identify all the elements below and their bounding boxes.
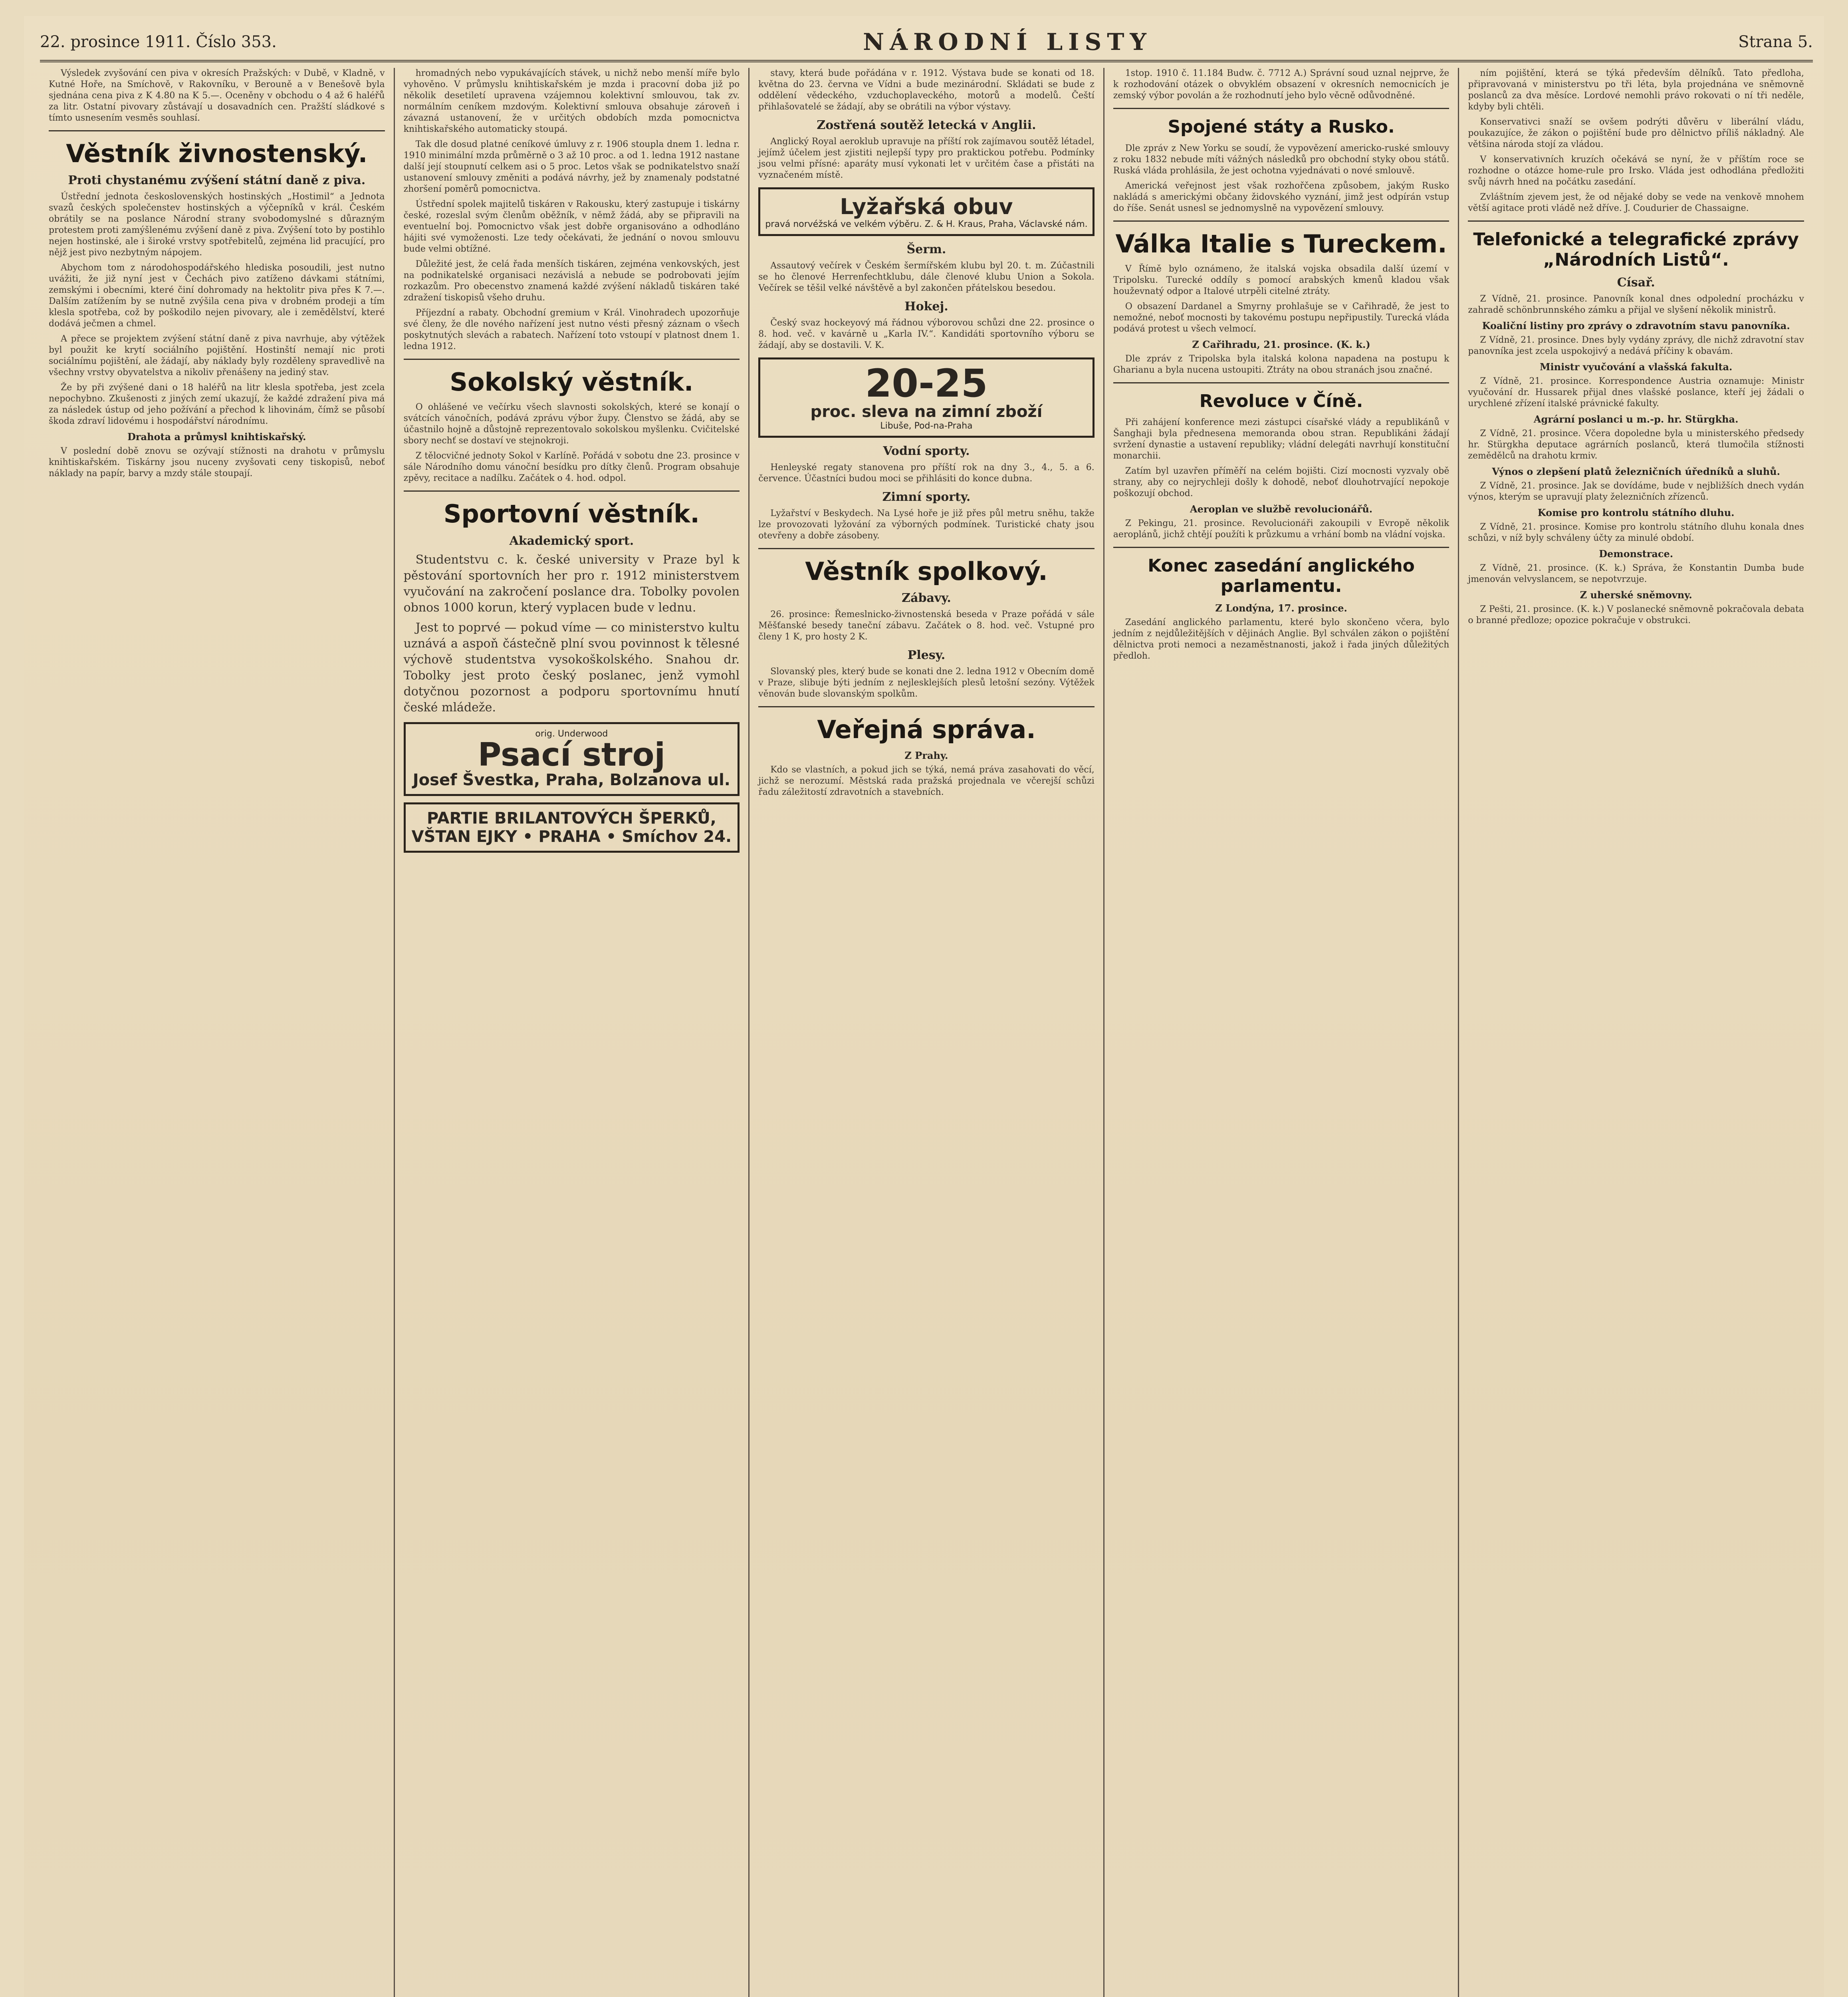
article-title: Drahota a průmysl knihtiskařský. (127, 431, 306, 443)
article-text: Český svaz hockeyový má řádnou výborovou schůzi dne 22. prosince o 8. hod. več. v kavárně u „Karla IV.“. Kandidáti sportovního výboru se žádají, aby se dostavili. V. K. (758, 318, 1095, 350)
advert-ski-boots (758, 187, 1095, 236)
article-title: Zostřená soutěž letecká v Anglii. (817, 118, 1036, 132)
article-text: Zasedání anglického parlamentu, které bylo skončeno včera, bylo jedním z nejdůležitějších v dějinách Anglie. Byl schválen zákon o pojištění dělnictva proti nemoci a nezaměstnanosti, jakož i řada jiných důležitých předloh. (1113, 617, 1449, 661)
article-text: Z Vídně, 21. prosince. Včera dopoledne byla u ministerského předsedy hr. Stürgkha deputace agrárních poslanců, která tlumočila stížnosti zemědělců na drahotu krmiv. (1468, 429, 1804, 461)
article-text: Z tělocvičné jednoty Sokol v Karlíně. Pořádá v sobotu dne 23. prosince v sále Národního domu vánoční besídku pro dítky členů. Program obsahuje zpěvy, recitace a nadílku. Začátek o 4. hod. odpol. (403, 451, 740, 484)
article-text: Slovanský ples, který bude se konati dne 2. ledna 1912 v Obecním domě v Praze, slibuje býti jedním z nejlesklejších plesů letošní sezóny. Výtěžek věnován bude slovanským spolkům. (758, 667, 1095, 699)
article-text: Výsledek zvyšování cen piva v okresích Pražských: v Dubě, v Kladně, v Kutné Hoře, na Smíchově, v Rakovníku, v Berouně a v Benešově byla sjednána cena piva z K 4.80 na K 5.—. Oceněny v obchodu o 4 až 6 haléřů za litr. Ostatní pivovary zůstávají u dosavadních cen. Pražští sládkové s tímto usnesením vesměs souhlasí. (49, 68, 385, 123)
article-text: V poslední době znovu se ozývají stížnosti na drahotu v průmyslu knihtiskařském. Tiskárny jsou nuceny zvyšovati ceny tiskopisů, neboť náklady na papír, barvy a mzdy stále stoupají. (49, 446, 385, 479)
article-title: Zimní sporty. (882, 490, 971, 504)
article-text: ním pojištění, která se týká především dělníků. Tato předloha, připravovaná v ministerstvu po tři léta, byla projednána ve sněmovně poslanců za dva měsíce. Lordové nemohli právo rokovati o ní tři neděle, kdyby byli chtěli. (1468, 68, 1804, 112)
section-heading: Věstník živnostenský. (66, 139, 368, 168)
article-text: O ohlášené ve večírku všech slavnosti sokolských, které se konají o svátcích vánočních, podává zprávu výbor župy. Členstvo se žádá, aby se účastnilo hojně a důstojně reprezentovalo sokolskou myšlenku. Cvičitelské sbory nechť se dostaví ve stejnokroji. (403, 402, 740, 446)
article-text: Zatím byl uzavřen příměří na celém bojišti. Cizí mocnosti vyzvaly obě strany, aby co nejrychleji došly k dohodě, neboť dlouhotrvající nepokoje poškozují obchod. (1113, 466, 1449, 499)
advert-jewelry (404, 802, 740, 853)
article-title: Aeroplan ve službě revolucionářů. (1190, 503, 1373, 515)
paper-title: NÁRODNÍ LISTY (863, 28, 1152, 56)
article-title: Koaliční listiny pro zprávy o zdravotním stavu panovníka. (1482, 320, 1790, 332)
article-title: Císař. (1617, 276, 1655, 290)
article-text: Studentstvu c. k. české university v Praze byl k pěstování sportovních her pro r. 1912 ministerstvem vyučování na zakročení poslance dra. Tobolky povolen obnos 1000 korun, který vyplacen bude v lednu. (403, 552, 740, 615)
article-text: Dle zpráv z New Yorku se soudí, že vypovězení americko-ruské smlouvy z roku 1832 nebude míti vážných následků pro obchodní styky obou států. Ruská vláda prohlásila, že jest ochotna vyjednávati o nové smlouvě. (1113, 143, 1449, 176)
article-text: Z Pešti, 21. prosince. (K. k.) V poslanecké sněmovně pokračovala debata o branné předloze; opozice pokračuje v obstrukci. (1468, 604, 1804, 626)
divider (1113, 382, 1449, 383)
article-title: Hokej. (904, 300, 948, 314)
advert-text: proc. sleva na zimní zboží (810, 403, 1043, 421)
section-heading: Sportovní věstník. (443, 499, 700, 529)
article-text: Zvláštním zjevem jest, že od nějaké doby se vede na venkově mnohem větší agitace proti vládě než dříve. J. Coudurier de Chassaigne. (1468, 192, 1804, 213)
article-text: Ústřední spolek majitelů tiskáren v Rakousku, který zastupuje i tiskárny české, rozeslal svým členům oběžník, v němž žádá, aby se připravili na eventuelní boj. Pomocnictvo však jest dobře organisováno a odhodláno hájiti své vymoženosti. Lze tedy očekávati, že jednání o novou smlouvu bude velmi obtížné. (403, 199, 740, 254)
page-number: Strana 5. (1738, 33, 1813, 51)
article-text: Že by při zvýšené dani o 18 haléřů na litr klesla spotřeba, jest zcela nepochybno. Zkušenosti z jiných zemí ukazují, že každé zdražení piva má za následek ústup od jeho požívání a přechod k lihovinám, čímž se působí škoda zdraví lidovému i hospodářství národnímu. (49, 383, 385, 427)
section-heading: Veřejná správa. (817, 715, 1036, 744)
article-text: Henleyské regaty stanovena pro příští rok na dny 3., 4., 5. a 6. července. Účastníci budou moci se přihlásiti do konce dubna. (758, 463, 1095, 484)
article-text: Dle zpráv z Tripolska byla italská kolona napadena na postupu k Gharianu a byla nucena ustoupiti. Ztráty na obou stranách jsou značné. (1113, 353, 1449, 375)
advert-text: Libuše, Pod-na-Praha (880, 421, 973, 431)
article-title: Ministr vyučování a vlašská fakulta. (1539, 361, 1733, 373)
article-text: Lyžařství v Beskydech. Na Lysé hoře je již přes půl metru sněhu, takže lze provozovati lyžování za výborných podmínek. Turistické chaty jsou otevřeny a dobře zásobeny. (758, 508, 1095, 541)
article-text: Jest to poprvé — pokud víme — co ministerstvo kultu uznává a aspoň částečně plní svou povinnost k tělesné výchově studentstva vysokoškolského. Snahou dr. Tobolky jest proto český poslanec, jenž vymohl dotyčnou pozornost a podporu sportovnímu hnutí české mládeže. (403, 620, 740, 715)
advert-title: Lyžařská obuv (840, 194, 1013, 219)
article-title: Výnos o zlepšení platů železničních úředníků a sluhů. (1492, 466, 1780, 478)
article-text: Tak dle dosud platné ceníkové úmluvy z r. 1906 stoupla dnem 1. ledna r. 1910 minimální mzda průměrně o 3 až 10 proc. a od 1. ledna 1912 nastane další její stoupnutí celkem asi o 5 proc. Letos však se podnikatelstvo snaží ustanovení smlouvy změniti a podává návrhy, jež by znamenaly podstatné zhoršení poměrů pomocnictva. (403, 139, 740, 194)
article-text: Z Vídně, 21. prosince. Dnes byly vydány zprávy, dle nichž zdravotní stav panovníka jest zcela uspokojivý a nedává příčiny k obavám. (1468, 335, 1804, 357)
divider (1468, 220, 1804, 222)
divider (758, 548, 1095, 549)
advert-typewriter (404, 722, 740, 796)
section-heading: Konec zasedání anglického parlamentu. (1148, 556, 1415, 597)
newspaper-page (24, 16, 1824, 1997)
article-text: 1stop. 1910 č. 11.184 Budw. č. 7712 A.) Správní soud uznal nejprve, že k rozhodování otázek o obvyklém obsazení v okresních nemocnicích je zemský výbor povolán a že rozhodnutí jeho bylo věcně odůvodněné. (1113, 68, 1449, 101)
masthead (40, 24, 1813, 62)
advert-brand: orig. Underwood (535, 729, 608, 739)
article-title: Plesy. (907, 648, 946, 663)
article-text: 26. prosince: Řemeslnicko-živnostenská beseda v Praze pořádá v sále Měšťanské besedy taneční zábavu. Začátek o 8. hod. več. Vstupné pro členy 1 K, pro hosty 2 K. (758, 609, 1095, 642)
divider (49, 130, 385, 131)
article-text: Z Pekingu, 21. prosince. Revolucionáři zakoupili v Evropě několik aeroplánů, jichž chtějí použíti k průzkumu a vrhání bomb na vládní vojska. (1113, 518, 1449, 540)
article-text: Kdo se vlastních, a pokud jich se týká, nemá práva zasahovati do věcí, jichž se nerozumí. Městská rada pražská projednala ve včerejší schůzi řadu záležitostí zdravotních a stavebních. (758, 764, 1095, 797)
divider (1113, 108, 1449, 109)
article-text: Z Vídně, 21. prosince. Korrespondence Austria oznamuje: Ministr vyučování dr. Hussarek přijal dnes vlašské poslance, kteří jej žádali o urychlené zřízení italské právnické fakulty. (1468, 376, 1804, 409)
divider (404, 490, 740, 492)
article-text: Důležité jest, že celá řada menších tiskáren, zejména venkovských, jest na podnikatelské organisaci nezávislá a nebude se podrobovati jejím rozkazům. Pro obecenstvo znamená každé zvýšení nákladů tiskáren také zdražení tiskopisů všeho druhu. (403, 259, 740, 303)
column-4 (1104, 68, 1459, 1997)
article-text: Z Vídně, 21. prosince. Komise pro kontrolu státního dluhu konala dnes schůzi, v níž byly schváleny účty za minulé období. (1468, 522, 1804, 544)
advert-seller: Josef Švestka, Praha, Bolzanova ul. (412, 770, 730, 789)
column-1 (40, 68, 395, 1997)
article-title: Z Cařihradu, 21. prosince. (K. k.) (1192, 338, 1370, 350)
divider (1113, 220, 1449, 222)
article-text: Příjezdní a rabaty. Obchodní gremium v Král. Vinohradech upozorňuje své členy, že dle nového nařízení jest nutno vésti přesný záznam o všech poskytnutých slevách a rabatech. Nařízení toto vstoupí v platnost dnem 1. ledna 1912. (403, 308, 740, 351)
section-heading: Věstník spolkový. (805, 557, 1048, 586)
article-text: Anglický Royal aeroklub upravuje na příští rok zajímavou soutěž létadel, jejímž účelem jest zjistiti nejlepší typy pro praktickou potřebu. Podmínky jsou velmi přísné: aparáty musí vykonati let v určitém čase a přistáti na vyznačeném místě. (758, 137, 1095, 180)
column-3 (750, 68, 1104, 1997)
article-text: O obsazení Dardanel a Smyrny prohlašuje se v Cařihradě, že jest to nemožné, neboť mocnosti by takovému postupu nepřipustily. Turecká vláda podává protest u všech velmocí. (1113, 301, 1449, 334)
section-heading: Sokolský věstník. (450, 367, 694, 397)
article-text: V Římě bylo oznámeno, že italská vojska obsadila další území v Tripolsku. Turecké oddíly s pomocí arabských kmenů kladou však houževnatý odpor a Italové utrpěli citelné ztráty. (1113, 264, 1449, 296)
article-title: Agrární poslanci u m.-p. hr. Stürgkha. (1533, 413, 1739, 425)
section-heading: Spojené státy a Rusko. (1168, 117, 1395, 137)
article-text: hromadných nebo vypukávajících stávek, u nichž nebo menší míře bylo vyhověno. V průmyslu knihtiskařském je mzda i pracovní doba již po několik desetiletí upravena vzájemnou kolektivní smlouvou, tak zv. normálním ceníkem mzdovým. Kolektivní smlouva obsahuje zároveň i závazná ustanovení, že v určitých obdobích mzda pomocnictva knihtiskařského automaticky stoupá. (403, 68, 740, 134)
advert-title: Psací stroj (478, 736, 665, 773)
article-title: Z uherské sněmovny. (1580, 589, 1692, 601)
article-text: Konservativci snaží se ovšem podrýti důvěru v liberální vládu, poukazujíce, že zákon o pojištění bude pro dělnictvo příliš nákladný. Ale většina národa stojí za vládou. (1468, 117, 1804, 149)
advert-discount (758, 357, 1095, 438)
article-text: A přece se projektem zvýšení státní daně z piva navrhuje, aby výtěžek byl použit ke krytí sociálního pojištění. Hostinští nemají nic proti sociálnímu pojištění, ale žádají, aby náklady byly rozděleny spravedlivě na všechny vrstvy obyvatelstva a nikoliv přenášeny na jediný stav. (49, 334, 385, 378)
advert-text: PARTIE BRILANTOVÝCH ŠPERKŮ, VŠTAN EJKY • PRAHA • Smíchov 24. (411, 809, 732, 846)
article-text: Ústřední jednota československých hostinských „Hostimil“ a Jednota svazů českých společenstev hostinských a výčepníků v král. Českém obrátily se na poslance Národní strany svobodomyslné s důrazným protestem proti zamýšlenému zvýšení daně z piva. Zvýšení toto by postihlo nejen hostinské, ale i široké vrstvy spotřebitelů, zejména lid pracující, pro nějž jest pivo nezbytným nápojem. (49, 192, 385, 258)
article-text: Z Vídně, 21. prosince. (K. k.) Správa, že Konstantin Dumba bude jmenován velvyslancem, se nepotvrzuje. (1468, 563, 1804, 585)
article-title: Z Prahy. (904, 749, 948, 761)
divider (758, 706, 1095, 707)
article-text: Americká veřejnost jest však rozhořčena způsobem, jakým Rusko nakládá s americkými občany židovského vyznání, jimž jest odpírán vstup do říše. Senát usnesl se jednomyslně na vypovězení smlouvy. (1113, 181, 1449, 213)
article-text: Assautový večírek v Českém šermířském klubu byl 20. t. m. Zúčastnili se ho členové Herrenfechtklubu, dále členové klubu Union a Sokola. Večírek se těšil velké návštěvě a byl zakončen přátelskou besedou. (758, 261, 1095, 293)
article-title: Proti chystanému zvýšení státní daně z piva. (68, 173, 366, 188)
section-heading: Revoluce v Číně. (1199, 391, 1363, 411)
article-title: Šerm. (906, 242, 946, 256)
column-2 (395, 68, 750, 1997)
divider (1113, 547, 1449, 548)
advert-text: pravá norvéžská ve velkém výběru. Z. & H. Kraus, Praha, Václavské nám. (765, 219, 1088, 229)
article-title: Zábavy. (902, 591, 951, 605)
section-heading: Telefonické a telegrafické zprávy „Národních Listů“. (1473, 229, 1799, 270)
article-title: Komise pro kontrolu státního dluhu. (1537, 507, 1735, 519)
article-text: Abychom tom z národohospodářského hlediska posoudili, jest nutno uvážiti, že již nyní jest v Čechách pivo zatíženo dávkami státními, zemskými i obecními, které činí dohromady na hektolitr piva přes K 7.—. Dalším zatížením by se nutně zvýšila cena piva v drobném prodeji a tím klesla spotřeba, což by poškodilo nejen pivovary, ale i zemědělství, které dodává ječmen a chmel. (49, 263, 385, 329)
article-text: Při zahájení konference mezi zástupci císařské vlády a republikánů v Šanghaji byla přednesena memoranda obou stran. Republikáni žádají svržení dynastie a ustavení republiky; vládní delegáti navrhují konstituční monarchii. (1113, 417, 1449, 461)
section-heading: Válka Italie s Tureckem. (1115, 229, 1447, 258)
article-title: Vodní sporty. (883, 444, 970, 458)
article-text: Z Vídně, 21. prosince. Jak se dovídáme, bude v nejbližších dnech vydán výnos, kterým se upravují platy železničních zřízenců. (1468, 481, 1804, 502)
article-title: Z Londýna, 17. prosince. (1215, 602, 1347, 614)
article-title: Akademický sport. (509, 534, 634, 548)
article-text: V konservativních kruzích očekává se nyní, že v příštím roce se rozhodne o otázce home-rule pro Irsko. Vláda jest odhodlána předložiti svůj návrh hned na počátku zasedání. (1468, 155, 1804, 187)
issue-date: 22. prosince 1911. Číslo 353. (40, 33, 277, 51)
article-title: Demonstrace. (1599, 548, 1674, 560)
column-5 (1459, 68, 1813, 1997)
article-text: Z Vídně, 21. prosince. Panovník konal dnes odpolední procházku v zahradě schönbrunnského zámku a přijal ve slyšení několik ministrů. (1468, 294, 1804, 316)
article-text: stavy, která bude pořádána v r. 1912. Výstava bude se konati od 18. května do 23. června ve Vídni a bude mezinárodní. Skládati se bude z oddělení vědeckého, vzduchoplaveckého, motorů a modelů. Čeští přihlašovatelé se žádají, aby se obrátili na výbor výstavy. (758, 68, 1095, 112)
divider (404, 359, 740, 360)
advert-percent: 20-25 (865, 361, 988, 406)
columns (40, 68, 1813, 1997)
